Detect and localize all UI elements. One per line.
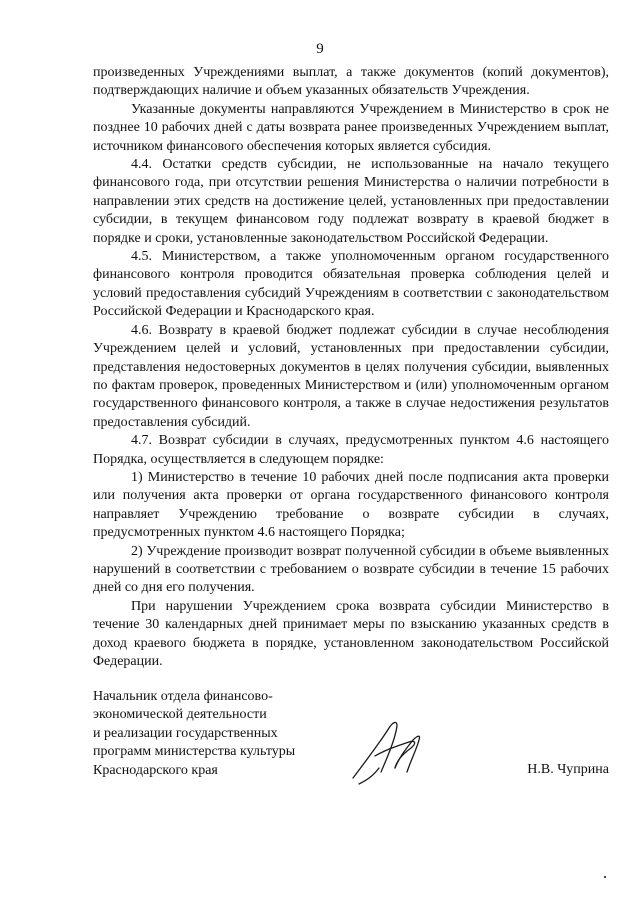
list-item: 2) Учреждение производит возврат полученной субсидии в объеме выявленных нарушений в соответствии с требованием о возврате субсидии в течение 15 рабочих дней со дня его получения. [93, 543, 609, 596]
paragraph: произведенных Учреждениями выплат, а также документов (копий документов), подтверждающих наличие и объем указанных обязательств Учреждения. [93, 65, 609, 99]
signatory-name: Н.В. Чуприна [527, 762, 609, 777]
scan-dot [604, 876, 606, 878]
signatory-title-line: экономической деятельности [93, 707, 267, 723]
paragraph: 4.4. Остатки средств субсидии, не использованные на начало текущего финансового года, при отсутствии решения Министерства о наличии потребности в направлении этих средств на достижение целей, установленных при предоставлении субсидии, в текущем финансовом году подлежат возврату в краевой бюджет в порядке и сроки, установленные законодательством Российской Федерации. [93, 157, 609, 246]
signatory-title-line: Начальник отдела финансово- [93, 689, 273, 704]
paragraph: 4.5. Министерством, а также уполномоченным органом государственного финансового контроля проводится обязательная проверка соблюдения целей и условий предоставления субсидий Учреждениям в соответствии с законодательством Российской Федерации и Краснодарского края. [93, 249, 609, 320]
list-item: 1) Министерство в течение 10 рабочих дней после подписания акта проверки или получения акта проверки от органа государственного финансового контроля направляет Учреждению требование о возврате субсидии в случаях, предусмотренных пунктом 4.6 настоящего Порядка; [93, 469, 609, 541]
document-body [93, 64, 609, 671]
paragraph: Указанные документы направляются Учреждением в Министерство в срок не позднее 10 рабочих дней с даты возврата ранее произведенных Учреждением выплат, источником финансового обеспечения которых является субсидия. [93, 101, 609, 154]
signatory-title-line: программ министерства культуры [93, 744, 296, 760]
paragraph: При нарушении Учреждением срока возврата субсидии Министерство в течение 30 календарных дней принимает меры по взысканию указанных средств в доход краевого бюджета в порядке, установленном законодательством Российской Федерации. [93, 598, 609, 669]
signatory-title-line: и реализации государственных [93, 725, 278, 741]
handwritten-signature [345, 710, 425, 790]
signature-block [93, 688, 609, 788]
signatory-title [93, 688, 295, 780]
paragraph: 4.7. Возврат субсидии в случаях, предусмотренных пунктом 4.6 настоящего Порядка, осуществляется в следующем порядке: [93, 433, 609, 467]
signatory-title-line: Краснодарского края [93, 762, 218, 778]
page-number: 9 [316, 41, 324, 57]
paragraph: 4.6. Возврату в краевой бюджет подлежат субсидии в случае несоблюдения Учреждением целей и условий, установленных при предоставлении субсидии, представления недостоверных документов в целях получения субсидии, выявленных по фактам проверок, проведенных Министерством и (или) уполномоченным органом государственного финансового контроля, а также в случае недостижения результатов предоставления субсидий. [93, 322, 609, 430]
